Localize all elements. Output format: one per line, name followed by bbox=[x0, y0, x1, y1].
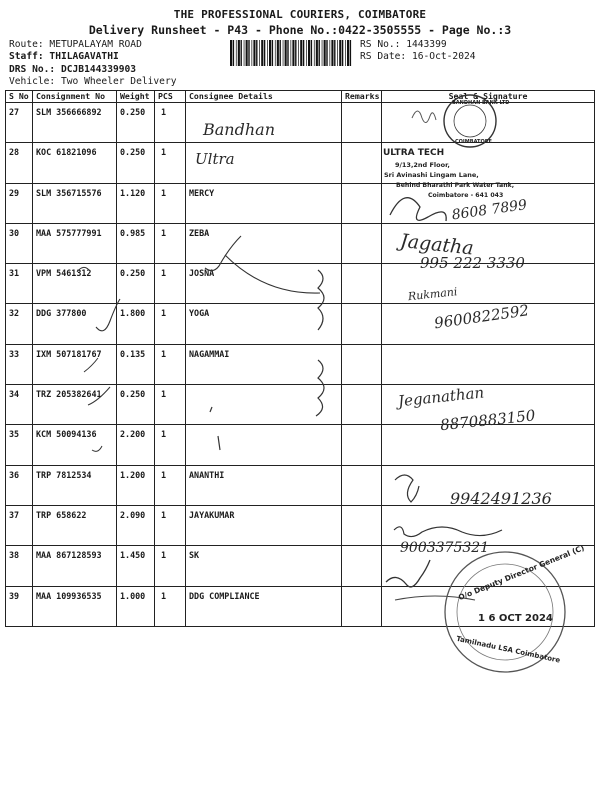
cell-sno: 29 bbox=[6, 183, 33, 223]
cell-seal-signature bbox=[382, 143, 595, 183]
cell-seal-signature bbox=[382, 264, 595, 304]
stamp-date: 1 6 OCT 2024 bbox=[478, 613, 553, 624]
cell-pcs: 1 bbox=[155, 505, 186, 545]
cell-consignee bbox=[186, 425, 342, 465]
cell-consignee bbox=[186, 385, 342, 425]
cell-consignee: MERCY bbox=[186, 183, 342, 223]
table-row bbox=[6, 304, 595, 344]
cell-consignment-no: DDG 377800 bbox=[33, 304, 117, 344]
table-row bbox=[6, 143, 595, 183]
cell-remarks bbox=[342, 385, 382, 425]
cell-sno: 32 bbox=[6, 304, 33, 344]
hw-jeganathan: Jeganathan bbox=[397, 383, 485, 411]
cell-remarks bbox=[342, 143, 382, 183]
cell-seal-signature bbox=[382, 546, 595, 586]
cell-remarks bbox=[342, 264, 382, 304]
cell-consignee bbox=[186, 143, 342, 183]
cell-pcs: 1 bbox=[155, 304, 186, 344]
cell-seal-signature bbox=[382, 103, 595, 143]
runsheet-subtitle: Delivery Runsheet - P43 - Phone No.:0422-3505555 - Page No.:3 bbox=[88, 23, 512, 37]
bank-seal-name: BANDHAN BANK LTD bbox=[452, 100, 510, 106]
cell-consignee: SK bbox=[186, 546, 342, 586]
col-consignment: Consignment No bbox=[33, 91, 117, 103]
cell-weight: 0.985 bbox=[117, 223, 155, 263]
table-row bbox=[6, 103, 595, 143]
cell-remarks bbox=[342, 223, 382, 263]
col-remarks: Remarks bbox=[342, 91, 382, 103]
stamp-lsa: Tamilnadu LSA Coimbatore bbox=[455, 634, 561, 665]
cell-seal-signature bbox=[382, 223, 595, 263]
cell-remarks bbox=[342, 344, 382, 384]
cell-consignment-no: SLM 356715576 bbox=[33, 183, 117, 223]
cell-pcs: 1 bbox=[155, 103, 186, 143]
cell-weight: 0.135 bbox=[117, 344, 155, 384]
cell-pcs: 1 bbox=[155, 223, 186, 263]
cell-weight: 1.000 bbox=[117, 586, 155, 626]
table-header-row bbox=[6, 91, 595, 103]
cell-remarks bbox=[342, 103, 382, 143]
stamp-deputy: O/o Deputy Director General (C) bbox=[456, 543, 586, 603]
runsheet-table bbox=[5, 90, 595, 627]
bank-seal-city: COIMBATORE bbox=[455, 139, 492, 145]
cell-consignment-no: TRZ 205382641 bbox=[33, 385, 117, 425]
col-sno: S No bbox=[6, 91, 33, 103]
table-row bbox=[6, 546, 595, 586]
hw-rukmani: Rukmani bbox=[407, 285, 458, 304]
vehicle-label: Vehicle: Two Wheeler Delivery bbox=[9, 76, 177, 88]
hw-row30-phone: 995 222 3330 bbox=[420, 254, 525, 272]
rs-info bbox=[360, 39, 476, 64]
hw-bandhan: Bandhan bbox=[203, 120, 275, 139]
hw-row34-phone: 8870883150 bbox=[439, 406, 537, 435]
table-row bbox=[6, 223, 595, 263]
cell-seal-signature bbox=[382, 465, 595, 505]
cell-seal-signature bbox=[382, 183, 595, 223]
cell-pcs: 1 bbox=[155, 344, 186, 384]
cell-seal-signature bbox=[382, 385, 595, 425]
cell-remarks bbox=[342, 465, 382, 505]
cell-consignee: YOGA bbox=[186, 304, 342, 344]
hw-jagatha: Jagatha bbox=[399, 229, 475, 260]
cell-consignee: NAGAMMAI bbox=[186, 344, 342, 384]
table-row bbox=[6, 183, 595, 223]
ultra-line3: Behind Bharathi Park Water Tank, bbox=[396, 182, 515, 189]
cell-sno: 38 bbox=[6, 546, 33, 586]
table-row bbox=[6, 264, 595, 304]
table-row bbox=[6, 505, 595, 545]
cell-consignment-no: KOC 61821096 bbox=[33, 143, 117, 183]
cell-remarks bbox=[342, 183, 382, 223]
cell-sno: 39 bbox=[6, 586, 33, 626]
table-row bbox=[6, 465, 595, 505]
table-row bbox=[6, 425, 595, 465]
barcode bbox=[230, 40, 352, 66]
cell-seal-signature bbox=[382, 425, 595, 465]
cell-seal-signature bbox=[382, 505, 595, 545]
runsheet-header bbox=[0, 8, 600, 37]
hw-row37-phone: 9003375321 bbox=[400, 540, 490, 556]
cell-consignee bbox=[186, 103, 342, 143]
table-row bbox=[6, 586, 595, 626]
ultra-line1: 9/13,2nd Floor, bbox=[395, 161, 450, 169]
table-row bbox=[6, 385, 595, 425]
cell-pcs: 1 bbox=[155, 385, 186, 425]
cell-seal-signature bbox=[382, 586, 595, 626]
cell-weight: 0.250 bbox=[117, 143, 155, 183]
cell-weight: 0.250 bbox=[117, 103, 155, 143]
cell-pcs: 1 bbox=[155, 425, 186, 465]
cell-consignment-no: TRP 658622 bbox=[33, 505, 117, 545]
cell-seal-signature bbox=[382, 344, 595, 384]
hw-row29-phone: 8608 7899 bbox=[450, 197, 528, 224]
cell-consignment-no: VPM 5461312 bbox=[33, 264, 117, 304]
cell-consignment-no: TRP 7812534 bbox=[33, 465, 117, 505]
cell-consignee: DDG COMPLIANCE bbox=[186, 586, 342, 626]
staff-label: Staff: THILAGAVATHI bbox=[9, 51, 119, 63]
cell-consignment-no: MAA 867128593 bbox=[33, 546, 117, 586]
cell-sno: 37 bbox=[6, 505, 33, 545]
cell-sno: 27 bbox=[6, 103, 33, 143]
route-info bbox=[9, 39, 177, 89]
col-weight: Weight bbox=[117, 91, 155, 103]
cell-consignee: JOSNA bbox=[186, 264, 342, 304]
route-label: Route: METUPALAYAM ROAD bbox=[9, 39, 142, 50]
cell-consignment-no: SLM 356666892 bbox=[33, 103, 117, 143]
cell-consignment-no: MAA 575777991 bbox=[33, 223, 117, 263]
cell-sno: 34 bbox=[6, 385, 33, 425]
col-seal-signature: Seal & Signature bbox=[382, 91, 595, 103]
hw-ultra: Ultra bbox=[195, 150, 235, 168]
col-consignee: Consignee Details bbox=[186, 91, 342, 103]
cell-consignee: ANANTHI bbox=[186, 465, 342, 505]
cell-remarks bbox=[342, 546, 382, 586]
cell-consignee: ZEBA bbox=[186, 223, 342, 263]
cell-sno: 33 bbox=[6, 344, 33, 384]
cell-seal-signature bbox=[382, 304, 595, 344]
cell-sno: 35 bbox=[6, 425, 33, 465]
cell-consignment-no: IXM 507181767 bbox=[33, 344, 117, 384]
ultra-title: ULTRA TECH bbox=[383, 148, 445, 158]
cell-pcs: 1 bbox=[155, 264, 186, 304]
cell-sno: 31 bbox=[6, 264, 33, 304]
cell-weight: 0.250 bbox=[117, 385, 155, 425]
ultra-line2: Sri Avinashi Lingam Lane, bbox=[384, 171, 479, 179]
hw-row32-phone: 9600822592 bbox=[433, 301, 531, 333]
ultra-line4: Coimbatore - 641 043 bbox=[428, 192, 504, 199]
cell-pcs: 1 bbox=[155, 183, 186, 223]
cell-weight: 1.120 bbox=[117, 183, 155, 223]
cell-pcs: 1 bbox=[155, 546, 186, 586]
cell-pcs: 1 bbox=[155, 143, 186, 183]
col-pcs: PCS bbox=[155, 91, 186, 103]
cell-weight: 1.800 bbox=[117, 304, 155, 344]
cell-weight: 1.450 bbox=[117, 546, 155, 586]
cell-remarks bbox=[342, 586, 382, 626]
cell-remarks bbox=[342, 425, 382, 465]
cell-remarks bbox=[342, 505, 382, 545]
cell-pcs: 1 bbox=[155, 586, 186, 626]
drs-label: DRS No.: DCJB144339903 bbox=[9, 63, 137, 75]
cell-weight: 0.250 bbox=[117, 264, 155, 304]
cell-consignment-no: KCM 50094136 bbox=[33, 425, 117, 465]
cell-sno: 28 bbox=[6, 143, 33, 183]
cell-consignment-no: MAA 109936535 bbox=[33, 586, 117, 626]
rs-number: RS No.: 1443399 bbox=[360, 39, 447, 50]
cell-pcs: 1 bbox=[155, 465, 186, 505]
cell-sno: 30 bbox=[6, 223, 33, 263]
cell-consignee: JAYAKUMAR bbox=[186, 505, 342, 545]
rs-date: RS Date: 16-Oct-2024 bbox=[360, 51, 476, 63]
cell-remarks bbox=[342, 304, 382, 344]
cell-weight: 2.090 bbox=[117, 505, 155, 545]
company-title: THE PROFESSIONAL COURIERS, COIMBATORE bbox=[173, 8, 427, 21]
cell-weight: 1.200 bbox=[117, 465, 155, 505]
hw-row36-phone: 9942491236 bbox=[450, 489, 552, 508]
table-row bbox=[6, 344, 595, 384]
cell-weight: 2.200 bbox=[117, 425, 155, 465]
cell-sno: 36 bbox=[6, 465, 33, 505]
